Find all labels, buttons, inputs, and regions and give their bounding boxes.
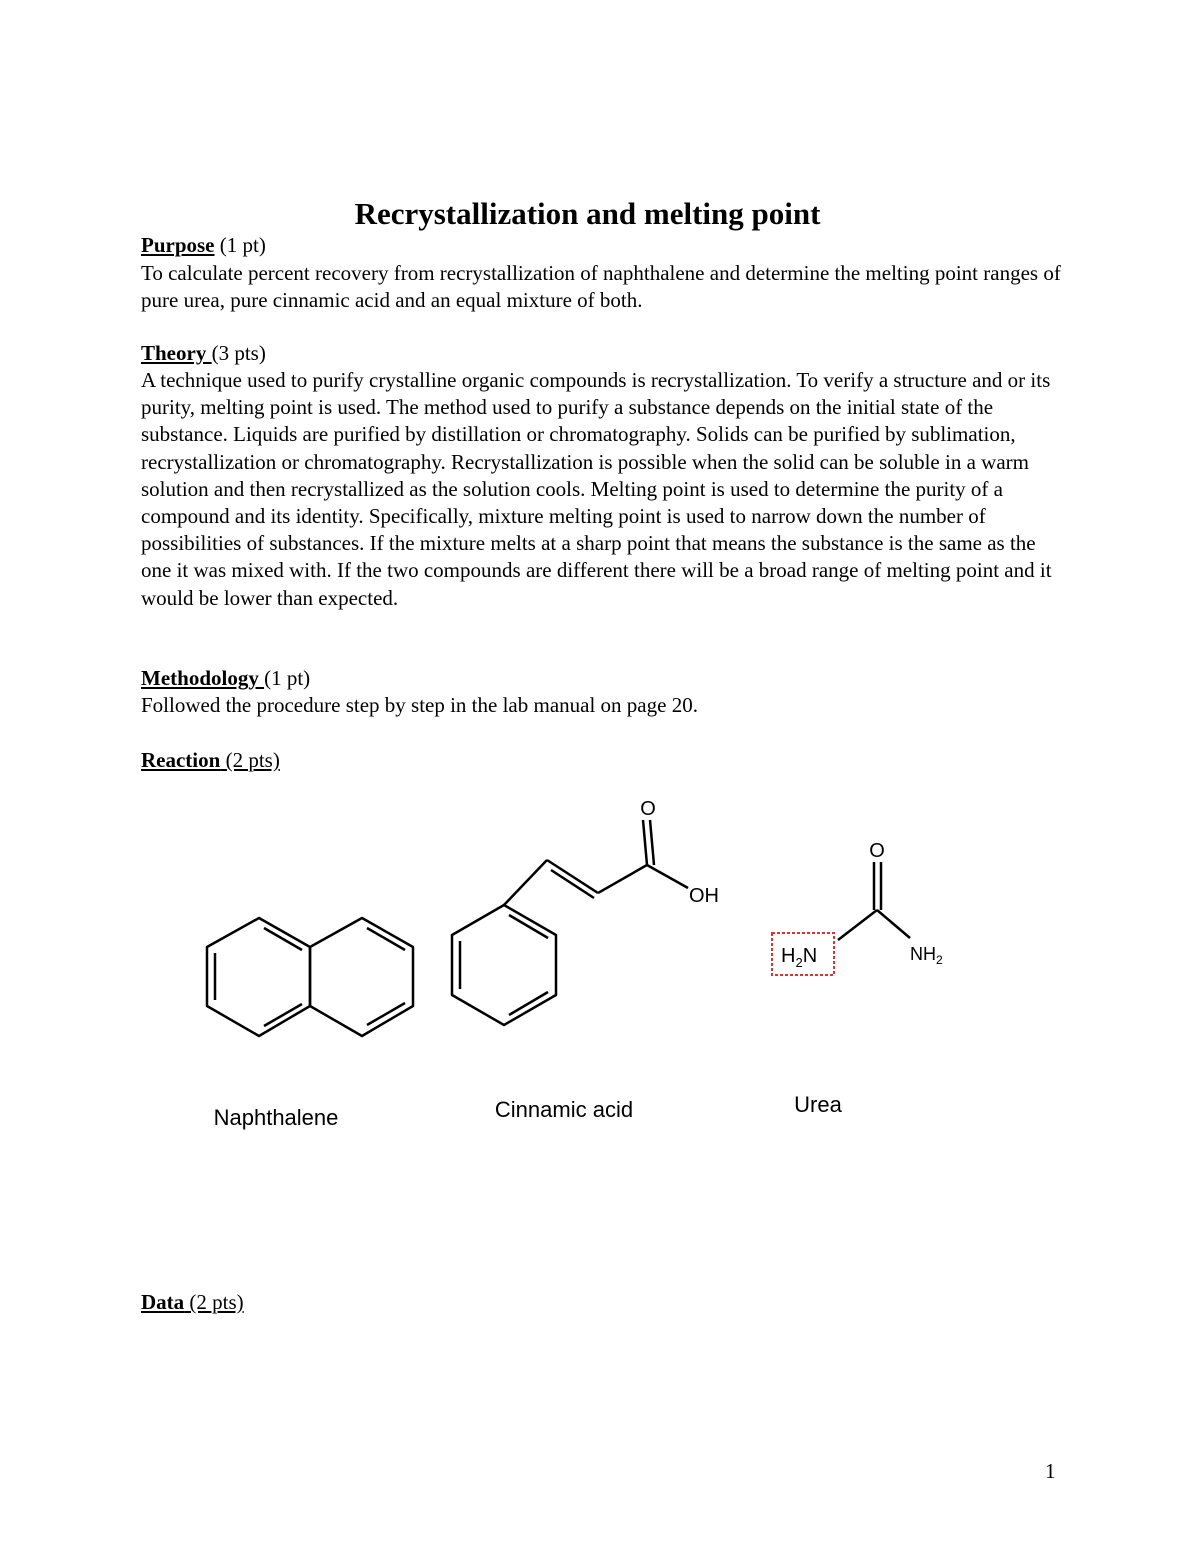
- cinnamic-acid-hydroxyl-label: OH: [689, 885, 719, 907]
- cinnamic-acid-bond: [647, 865, 688, 888]
- cinnamic-acid-bond: [547, 860, 598, 893]
- data-points: (2 pts): [184, 1290, 244, 1314]
- reaction-points: (2 pts): [220, 748, 280, 772]
- cinnamic-acid-label: Cinnamic acid: [494, 1097, 634, 1122]
- cinnamic-acid-oxygen-label: O: [640, 798, 656, 820]
- purpose-points: (1 pt): [214, 233, 266, 257]
- theory-label: Theory: [141, 341, 212, 365]
- cinnamic-acid-double-bond: [551, 870, 594, 898]
- cinnamic-acid-bond: [598, 865, 647, 893]
- reaction-heading: [141, 747, 280, 774]
- cinnamic-acid-structure: [452, 820, 688, 1025]
- cinnamic-acid-bond: [504, 860, 547, 905]
- purpose-label: Purpose: [141, 233, 215, 257]
- theory-points: (3 pts): [211, 341, 266, 365]
- cinnamic-acid-double-bond: [650, 820, 654, 865]
- naphthalene-right-ring: [310, 918, 413, 1036]
- methodology-points: (1 pt): [264, 666, 311, 690]
- cinnamic-acid-ring: [452, 905, 556, 1025]
- purpose-text: To calculate percent recovery from recrystallization of naphthalene and determine the melting point ranges of pure urea, pure cinnamic acid and an equal mixture of both.: [141, 261, 1061, 313]
- data-heading: [141, 1289, 244, 1316]
- structures-figure: [0, 780, 1200, 1160]
- theory-text: A technique used to purify crystalline organic compounds is recrystallization. To verify a structure and or its purity, melting point is used. The method used to purify a substance depends on the initial state of the substance. Liquids are purified by distillation or chromatography. Solids can be purified by sublimation, recrystallization or chromatography. Recrystallization is possible when the solid can be soluble in a warm solution and then recrystallized as the solution cools. Melting point is used to determine the purity of a compound and its identity. Specifically, mixture melting point is used to narrow down the number of possibilities of substances. If the mixture melts at a sharp point that means the substance is the same as the one it was mixed with. If the two compounds are different there will be a broad range of melting point and it would be lower than expected.: [141, 368, 1052, 610]
- naphthalene-left-ring: [207, 918, 310, 1036]
- page-title: Recrystallization and melting point: [354, 196, 821, 231]
- urea-bond: [838, 910, 877, 940]
- urea-h2n-label: $H_2N$: [781, 945, 818, 970]
- urea-nh2-label: $NH_2$: [910, 944, 943, 967]
- urea-label: Urea: [794, 1092, 842, 1117]
- data-label: Data: [141, 1290, 185, 1314]
- methodology-heading: [141, 665, 310, 692]
- methodology-label: Methodology: [141, 666, 265, 690]
- urea-structure: [838, 862, 910, 940]
- urea-oxygen-label: O: [869, 840, 885, 862]
- theory-heading: [141, 340, 266, 367]
- reaction-label: Reaction: [141, 748, 221, 772]
- page-number: 1: [1045, 1459, 1056, 1483]
- urea-bond: [877, 910, 910, 938]
- purpose-heading: [141, 232, 266, 259]
- methodology-text: Followed the procedure step by step in the lab manual on page 20.: [141, 693, 698, 717]
- naphthalene-structure: [207, 918, 413, 1036]
- cinnamic-acid-bond: [643, 820, 647, 865]
- naphthalene-label: Naphthalene: [213, 1105, 339, 1130]
